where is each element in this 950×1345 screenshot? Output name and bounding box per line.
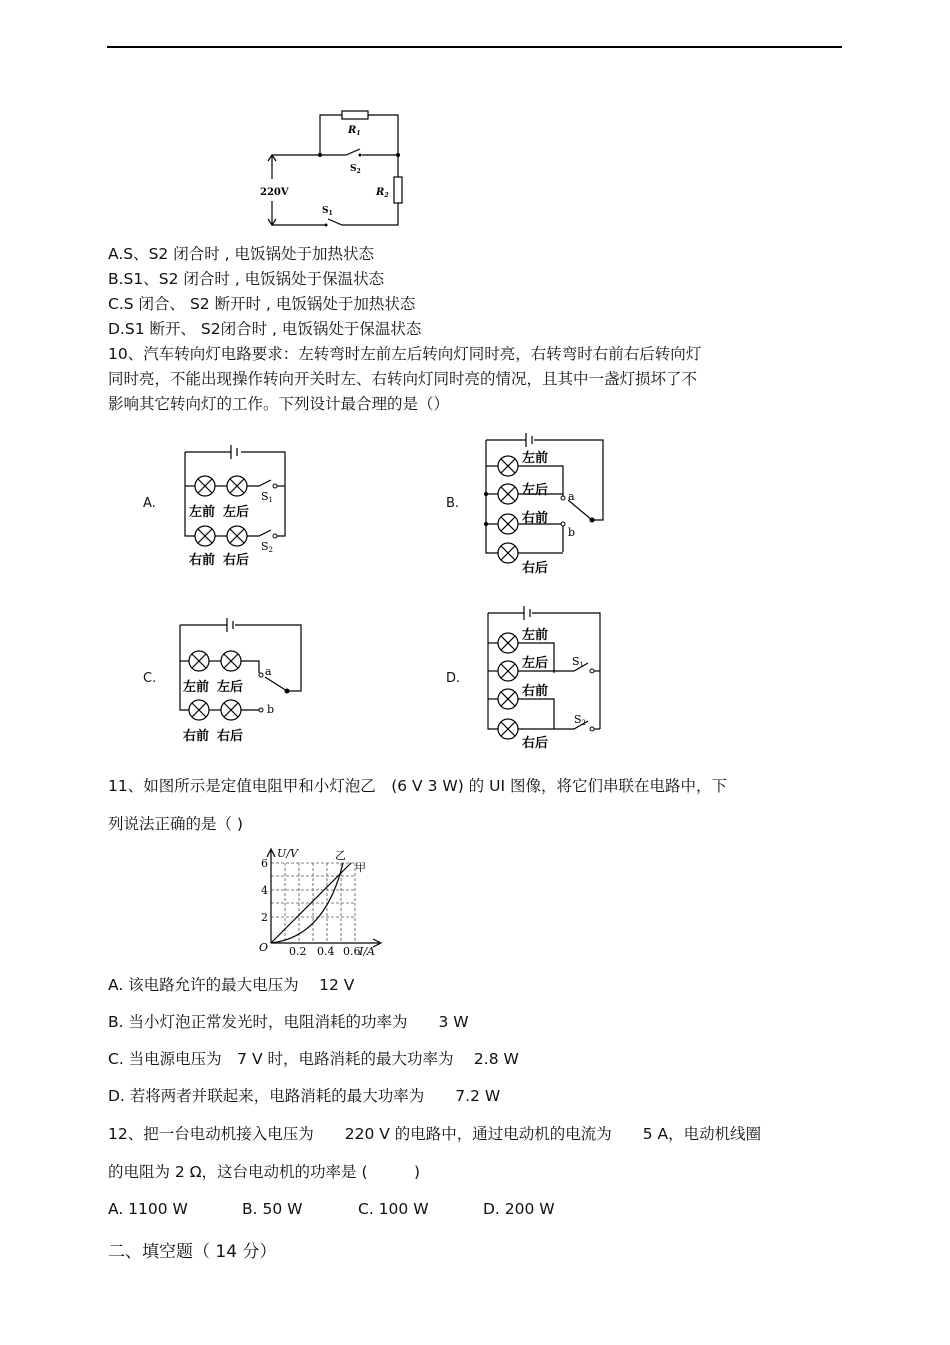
d-s1-label: S1 bbox=[572, 655, 585, 669]
circuit-b-figure bbox=[478, 432, 608, 577]
q10-text-line-3: 影响其它转向灯的工作。下列设计最合理的是（） bbox=[108, 395, 450, 413]
c-contact-b: b bbox=[267, 703, 275, 716]
q10-label-d: D. bbox=[446, 671, 461, 686]
b-lamp-rf: 右前 bbox=[522, 511, 549, 526]
d-s2-label: S2 bbox=[574, 713, 587, 727]
header-rule bbox=[107, 46, 842, 48]
circuit-d-figure bbox=[478, 605, 608, 750]
c-contact-a: a bbox=[265, 665, 272, 678]
c-lamp-lf: 左前 bbox=[183, 680, 210, 695]
d-lamp-lr: 左后 bbox=[522, 656, 549, 671]
q11-option-b: B. 当小灯泡正常发光时，电阻消耗的功率为 3 W bbox=[108, 1013, 469, 1031]
d-lamp-rr: 右后 bbox=[522, 736, 549, 750]
q11-text-line-2: 列说法正确的是（ ) bbox=[108, 815, 243, 833]
curve-yi-label: 乙 bbox=[335, 849, 346, 862]
section-2-heading: 二、填空题（ 14 分） bbox=[108, 1242, 277, 1262]
a-s1-label: S1 bbox=[261, 490, 274, 504]
d-lamp-rf: 右前 bbox=[522, 684, 549, 699]
r2-label: $R_2$ bbox=[376, 187, 389, 199]
graph-ylabel: U/V bbox=[277, 847, 298, 860]
q11-option-a: A. 该电路允许的最大电压为 12 V bbox=[108, 976, 355, 994]
voltage-label: 220V bbox=[260, 187, 289, 198]
a-s2-label: S2 bbox=[261, 540, 274, 554]
q9-option-d: D.S1 断开、 S2闭合时 , 电饭锅处于保温状态 bbox=[108, 320, 422, 338]
graph-xlabel: I/A bbox=[359, 945, 375, 958]
ui-graph-figure bbox=[255, 845, 390, 960]
q9-option-a: A.S、S2 闭合时 , 电饭锅处于加热状态 bbox=[108, 245, 375, 263]
b-contact-b: b bbox=[568, 526, 576, 539]
q9-option-c: C.S 闭合、 S2 断开时 , 电饭锅处于加热状态 bbox=[108, 295, 416, 313]
xtick-0.2: 0.2 bbox=[289, 945, 307, 958]
c-lamp-rr: 右后 bbox=[217, 729, 244, 744]
s2-label: $S_2$ bbox=[350, 164, 361, 175]
b-contact-a: a bbox=[568, 490, 575, 503]
d-lamp-lf: 左前 bbox=[522, 628, 549, 643]
q12-choice-c: C. 100 W bbox=[358, 1200, 429, 1218]
q10-label-a: A. bbox=[143, 496, 156, 511]
graph-origin: O bbox=[259, 941, 269, 954]
s1-label: $S_1$ bbox=[322, 206, 333, 217]
a-lamp-rr: 右后 bbox=[223, 553, 250, 568]
q10-label-b: B. bbox=[446, 496, 460, 511]
q12-text-line-1: 12、把一台电动机接入电压为 220 V 的电路中，通过电动机的电流为 5 A，电动机线圈 bbox=[108, 1125, 762, 1143]
r1-label: $R_1$ bbox=[348, 125, 361, 137]
xtick-0.4: 0.4 bbox=[317, 945, 335, 958]
rice-cooker-circuit-figure bbox=[250, 105, 420, 230]
q12-text-line-2: 的电阻为 2 Ω，这台电动机的功率是 ( ) bbox=[108, 1163, 421, 1181]
q11-option-c: C. 当电源电压为 7 V 时，电路消耗的最大功率为 2.8 W bbox=[108, 1050, 519, 1068]
q11-text-line-1: 11、如图所示是定值电阻甲和小灯泡乙 (6 V 3 W) 的 UI 图像，将它们串联在电路中，下 bbox=[108, 777, 727, 795]
q12-choice-b: B. 50 W bbox=[242, 1200, 303, 1218]
a-lamp-lr: 左后 bbox=[223, 505, 250, 520]
q10-text-line-1: 10、汽车转向灯电路要求：左转弯时左前左后转向灯同时亮，右转弯时右前右后转向灯 bbox=[108, 345, 702, 363]
q10-label-c: C. bbox=[143, 671, 157, 686]
c-lamp-lr: 左后 bbox=[217, 680, 244, 695]
q11-option-d: D. 若将两者并联起来，电路消耗的最大功率为 7.2 W bbox=[108, 1087, 501, 1105]
ytick-6: 6 bbox=[261, 857, 268, 870]
b-lamp-lf: 左前 bbox=[522, 451, 549, 466]
ytick-4: 4 bbox=[261, 884, 268, 897]
a-lamp-lf: 左前 bbox=[189, 505, 216, 520]
curve-jia-label: 甲 bbox=[355, 861, 366, 874]
b-lamp-lr: 左后 bbox=[522, 483, 549, 498]
xtick-0.6: 0.6 bbox=[343, 945, 361, 958]
circuit-a-figure bbox=[175, 440, 295, 570]
c-lamp-rf: 右前 bbox=[183, 729, 210, 744]
q12-choice-d: D. 200 W bbox=[483, 1200, 555, 1218]
ytick-2: 2 bbox=[261, 911, 268, 924]
q9-option-b: B.S1、S2 闭合时 , 电饭锅处于保温状态 bbox=[108, 270, 385, 288]
circuit-c-figure bbox=[175, 615, 305, 745]
q10-text-line-2: 同时亮，不能出现操作转向开关时左、右转向灯同时亮的情况，且其中一盏灯损坏了不 bbox=[108, 370, 698, 388]
a-lamp-rf: 右前 bbox=[189, 553, 216, 568]
q12-choice-a: A. 1100 W bbox=[108, 1200, 188, 1218]
b-lamp-rr: 右后 bbox=[522, 561, 549, 576]
